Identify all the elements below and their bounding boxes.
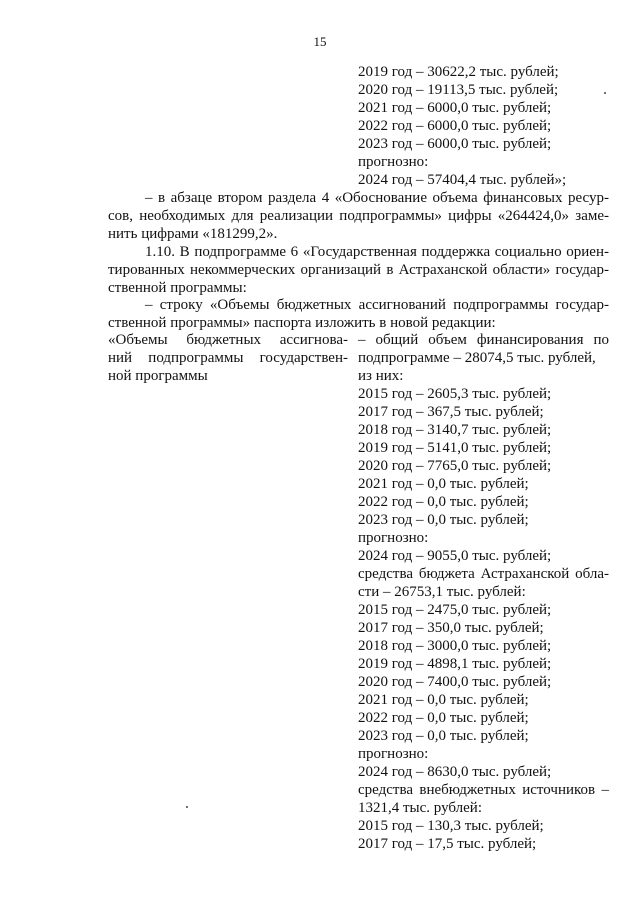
right-col-line-5: 2017 год – 367,5 тыс. рублей; (358, 404, 544, 420)
right-col-line-7: 2019 год – 5141,0 тыс. рублей; (358, 440, 552, 456)
right-col-line-28: 2015 год – 130,3 тыс. рублей; (358, 818, 544, 834)
right-col-line-16: 2015 год – 2475,0 тыс. рублей; (358, 602, 552, 618)
scan-speck (604, 92, 606, 94)
para-row-line-2: ственной программы» паспорта изложить в новой редакции: (108, 315, 496, 331)
right-col-line-10: 2022 год – 0,0 тыс. рублей; (358, 494, 529, 510)
left-col-line-1: «Объемы бюджетных ассигнова- (108, 332, 348, 348)
left-col-line-3: ной программы (108, 368, 208, 384)
right-col-line-29: 2017 год – 17,5 тыс. рублей; (358, 836, 537, 852)
right-col-line-21: 2021 год – 0,0 тыс. рублей; (358, 692, 529, 708)
right-col-line-18: 2018 год – 3000,0 тыс. рублей; (358, 638, 552, 654)
right-col-line-26: средства внебюджетных источников – (358, 782, 609, 798)
para-1-10-line-3: ственной программы: (108, 280, 247, 296)
right-col-line-6: 2018 год – 3140,7 тыс. рублей; (358, 422, 552, 438)
right-col-line-2: подпрограмме – 28074,5 тыс. рублей, (358, 350, 596, 366)
right-col-line-3: из них: (358, 368, 404, 384)
page-number: 15 (313, 34, 327, 49)
top-line-7: 2024 год – 57404,4 тыс. рублей»; (358, 172, 567, 188)
para-section4-line-1: – в абзаце втором раздела 4 «Обоснование объема финансовых ресур- (145, 190, 609, 206)
top-line-3: 2021 год – 6000,0 тыс. рублей; (358, 100, 552, 116)
right-col-line-22: 2022 год – 0,0 тыс. рублей; (358, 710, 529, 726)
top-line-1: 2019 год – 30622,2 тыс. рублей; (358, 64, 559, 80)
para-1-10-line-1: 1.10. В подпрограмме 6 «Государственная поддержка социально ориен- (145, 244, 609, 260)
right-col-line-9: 2021 год – 0,0 тыс. рублей; (358, 476, 529, 492)
right-col-line-27: 1321,4 тыс. рублей: (358, 800, 482, 816)
right-col-line-23: 2023 год – 0,0 тыс. рублей; (358, 728, 529, 744)
top-line-4: 2022 год – 6000,0 тыс. рублей; (358, 118, 552, 134)
right-col-line-25: 2024 год – 8630,0 тыс. рублей; (358, 764, 552, 780)
right-col-line-17: 2017 год – 350,0 тыс. рублей; (358, 620, 544, 636)
scan-speck (186, 806, 188, 808)
para-section4-line-3: нить цифрами «181299,2». (108, 226, 278, 242)
para-section4-line-2: сов, необходимых для реализации подпрограммы» цифры «264424,0» заме- (108, 208, 609, 224)
right-col-line-20: 2020 год – 7400,0 тыс. рублей; (358, 674, 552, 690)
right-col-line-8: 2020 год – 7765,0 тыс. рублей; (358, 458, 552, 474)
para-row-line-1: – строку «Объемы бюджетных ассигнований подпрограммы государ- (145, 297, 609, 313)
right-col-line-15: сти – 26753,1 тыс. рублей: (358, 584, 526, 600)
right-col-line-4: 2015 год – 2605,3 тыс. рублей; (358, 386, 552, 402)
right-col-line-11: 2023 год – 0,0 тыс. рублей; (358, 512, 529, 528)
right-col-line-19: 2019 год – 4898,1 тыс. рублей; (358, 656, 552, 672)
right-col-line-14: средства бюджета Астраханской обла- (358, 566, 609, 582)
right-col-line-12: прогнозно: (358, 530, 429, 546)
top-line-2: 2020 год – 19113,5 тыс. рублей; (358, 82, 559, 98)
right-col-line-13: 2024 год – 9055,0 тыс. рублей; (358, 548, 552, 564)
top-line-5: 2023 год – 6000,0 тыс. рублей; (358, 136, 552, 152)
left-col-line-2: ний подпрограммы государствен- (108, 350, 348, 366)
right-col-line-24: прогнозно: (358, 746, 429, 762)
top-line-6: прогнозно: (358, 154, 429, 170)
right-col-line-1: – общий объем финансирования по (358, 332, 609, 348)
para-1-10-line-2: тированных некоммерческих организаций в Астраханской области» государ- (108, 262, 609, 278)
